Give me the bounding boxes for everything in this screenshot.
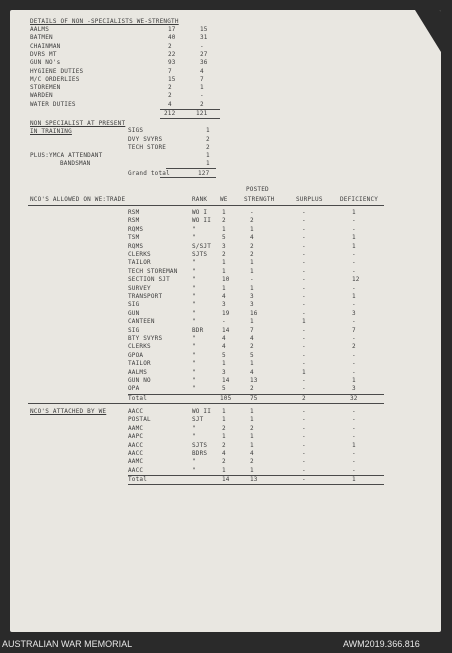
nco-allowed-row-posted: 2: [250, 251, 254, 258]
nco-attached-row-posted: 1: [250, 433, 254, 441]
nco-allowed-row-deficiency: -: [352, 251, 356, 258]
non-specialist-label: CHAINMAN: [30, 42, 61, 50]
col-header-surplus: SURPLUS: [296, 196, 323, 203]
nco-allowed-row-deficiency: -: [352, 267, 356, 275]
nco-allowed-row-rank: ": [192, 351, 196, 359]
non-specialist-we: 7: [168, 67, 172, 75]
nco-allowed-row-surplus: -: [302, 360, 306, 368]
nco-allowed-row-surplus: -: [302, 309, 306, 317]
nco-allowed-row-posted: 7: [250, 326, 254, 334]
nco-allowed-row-deficiency: 1: [352, 293, 356, 300]
training-label: SIGS: [128, 127, 144, 134]
nco-allowed-row-trade: SIG: [128, 326, 140, 334]
nco-allowed-row-rank: S/SJT: [192, 242, 212, 250]
nco-allowed-row-deficiency: -: [352, 351, 356, 359]
nco-allowed-row-posted: 2: [250, 385, 254, 393]
nco-attached-row-posted: 1: [250, 441, 254, 449]
nco-allowed-row-surplus: -: [302, 267, 306, 275]
non-specialist-strength: -: [200, 92, 204, 100]
nco-allowed-row-rank: ": [192, 309, 196, 317]
nco-allowed-row-we: 3: [222, 301, 226, 309]
nco-attached-row-rank: WO II: [192, 408, 212, 415]
nco-allowed-row-we: 3: [222, 242, 226, 250]
col-header-posted: POSTED: [246, 186, 269, 193]
nco-allowed-row-we: 5: [222, 385, 226, 393]
nco-allowed-row-we: 10: [222, 276, 230, 284]
nco-allowed-row-trade: GUN NO: [128, 377, 151, 384]
nco-attached-row-trade: POSTAL: [128, 416, 151, 424]
nco-attached-row-posted: 1: [250, 466, 254, 474]
nco-attached-row-deficiency: -: [352, 408, 356, 415]
nco-allowed-row-rank: ": [192, 360, 196, 368]
nco-allowed-row-posted: 4: [250, 368, 254, 376]
nco-allowed-row-posted: 16: [250, 309, 258, 317]
nco-allowed-row-we: -: [222, 318, 226, 326]
nco-attached-total-label: Total: [128, 476, 148, 484]
total-double-rule: [160, 118, 220, 119]
nco-allowed-row-trade: AALMS: [128, 368, 148, 376]
nco-attached-total-deficiency: 1: [352, 476, 356, 484]
nco-allowed-row-posted: 2: [250, 217, 254, 225]
nco-allowed-row-deficiency: -: [352, 301, 356, 309]
nco-allowed-row-surplus: -: [302, 242, 306, 250]
nco-allowed-row-we: 1: [222, 225, 226, 233]
nco-allowed-total-posted: 75: [250, 394, 258, 402]
nco-attached-row-surplus: -: [302, 458, 306, 466]
nco-attached-row-rank: ": [192, 433, 196, 441]
nco-allowed-row-surplus: -: [302, 259, 306, 267]
nco-allowed-row-posted: 3: [250, 301, 254, 309]
nco-attached-row-surplus: -: [302, 416, 306, 424]
nco-allowed-row-posted: 5: [250, 351, 254, 359]
nco-attached-row-rank: SJTS: [192, 441, 208, 449]
nco-allowed-row-we: 5: [222, 351, 226, 359]
nco-allowed-row-posted: -: [250, 276, 254, 284]
nco-allowed-row-deficiency: 3: [352, 385, 356, 393]
nco-attached-total-we: 14: [222, 476, 230, 484]
nco-attached-row-we: 1: [222, 433, 226, 441]
footer-accession-number: AWM2019.366.816: [343, 639, 420, 649]
col-header-rank: RANK: [192, 196, 208, 203]
col-header-we: WE: [220, 196, 228, 203]
document-page: [10, 10, 441, 632]
nco-allowed-row-we: 1: [222, 284, 226, 292]
nco-allowed-row-we: 1: [222, 360, 226, 368]
training-bandsman-label: BANDSMAN: [60, 160, 91, 167]
nco-allowed-total-label: Total: [128, 394, 148, 402]
nco-attached-row-rank: SJT: [192, 416, 204, 424]
non-specialist-strength: 7: [200, 75, 204, 83]
nco-attached-row-rank: ": [192, 424, 196, 432]
nco-allowed-row-rank: ": [192, 267, 196, 275]
non-specialist-strength: 1: [200, 84, 204, 92]
header-underline: [28, 205, 384, 206]
non-specialist-label: AALMS: [30, 26, 50, 33]
non-specialist-label: BATMEN: [30, 34, 53, 42]
nco-allowed-row-surplus: -: [302, 209, 306, 216]
non-specialist-label: GUN NO's: [30, 59, 61, 67]
nco-allowed-row-surplus: -: [302, 326, 306, 334]
nco-allowed-row-rank: ": [192, 259, 196, 267]
nco-allowed-row-posted: 1: [250, 267, 254, 275]
nco-attached-row-trade: AACC: [128, 466, 144, 474]
nco-allowed-row-we: 19: [222, 309, 230, 317]
nco-allowed-row-we: 2: [222, 251, 226, 258]
training-value: 1: [206, 127, 210, 134]
training-grand-total-value: 127: [198, 170, 210, 177]
nco-allowed-row-rank: WO II: [192, 217, 212, 225]
nco-attached-row-rank: ": [192, 458, 196, 466]
nco-allowed-row-trade: SURVEY: [128, 284, 151, 292]
training-plus-value: 1: [206, 152, 210, 159]
nco-allowed-row-trade: RSM: [128, 209, 140, 216]
nco-allowed-row-rank: ": [192, 368, 196, 376]
nco-allowed-row-trade: RQMS: [128, 225, 144, 233]
nco-allowed-row-trade: TAILOR: [128, 259, 151, 267]
nco-allowed-row-rank: ": [192, 318, 196, 326]
nco-allowed-row-we: 4: [222, 293, 226, 300]
nco-attached-row-trade: AACC: [128, 441, 144, 449]
nco-allowed-row-surplus: 1: [302, 368, 306, 376]
torn-corner: [415, 10, 441, 52]
nco-allowed-row-we: 14: [222, 377, 230, 384]
nco-allowed-row-surplus: -: [302, 284, 306, 292]
nco-attached-row-trade: AAMC: [128, 458, 144, 466]
nco-allowed-row-posted: 2: [250, 242, 254, 250]
non-specialist-we: 15: [168, 75, 176, 83]
nco-allowed-row-surplus: -: [302, 234, 306, 242]
nco-allowed-row-trade: OPA: [128, 385, 140, 393]
nco-attached-row-we: 1: [222, 408, 226, 415]
nco-attached-row-deficiency: -: [352, 466, 356, 474]
nco-allowed-row-rank: ": [192, 385, 196, 393]
nco-allowed-row-deficiency: 1: [352, 209, 356, 216]
nco-allowed-row-posted: 1: [250, 225, 254, 233]
nco-allowed-row-trade: RQMS: [128, 242, 144, 250]
nco-allowed-row-posted: 3: [250, 293, 254, 300]
nco-attached-row-we: 1: [222, 416, 226, 424]
nco-allowed-row-trade: CLERKS: [128, 343, 151, 351]
nco-allowed-row-trade: SECTION SJT: [128, 276, 170, 284]
nco-allowed-row-rank: ": [192, 276, 196, 284]
nco-allowed-row-surplus: -: [302, 251, 306, 258]
nco-allowed-row-posted: 13: [250, 377, 258, 384]
non-specialist-label: M/C ORDERLIES: [30, 75, 80, 83]
nco-allowed-row-trade: TAILOR: [128, 360, 151, 368]
nco-allowed-row-trade: CANTEEN: [128, 318, 155, 326]
nco-allowed-row-deficiency: 2: [352, 343, 356, 351]
non-specialist-label: WARDEN: [30, 92, 53, 100]
non-specialist-total-we: 212: [164, 110, 176, 117]
nco-allowed-row-deficiency: 1: [352, 242, 356, 250]
section-title-non-specialists: DETAILS OF NON -SPECIALISTS WE-STRENGTH: [30, 18, 179, 25]
nco-allowed-row-surplus: -: [302, 385, 306, 393]
nco-allowed-row-surplus: -: [302, 301, 306, 309]
non-specialist-total-strength: 121: [196, 110, 208, 117]
nco-allowed-row-we: 3: [222, 368, 226, 376]
nco-allowed-row-we: 14: [222, 326, 230, 334]
nco-attached-row-surplus: -: [302, 408, 306, 415]
nco-attached-total-surplus: -: [302, 476, 306, 484]
nco-attached-row-trade: AAPC: [128, 433, 144, 441]
nco-attached-row-deficiency: -: [352, 458, 356, 466]
nco-allowed-row-surplus: -: [302, 377, 306, 384]
nco-allowed-row-trade: TSM: [128, 234, 140, 242]
nco-allowed-row-rank: ": [192, 377, 196, 384]
nco-allowed-row-deficiency: 12: [352, 276, 360, 284]
training-plus-label: PLUS:YMCA ATTENDANT: [30, 152, 103, 159]
footer-credit: AUSTRALIAN WAR MEMORIAL: [2, 639, 133, 649]
non-specialist-strength: 15: [200, 26, 208, 33]
nco-allowed-row-trade: CLERKS: [128, 251, 151, 258]
nco-allowed-row-we: 2: [222, 217, 226, 225]
nco-allowed-row-posted: 4: [250, 335, 254, 342]
nco-allowed-row-trade: TRANSPORT: [128, 293, 163, 300]
nco-attached-row-rank: ": [192, 466, 196, 474]
training-total-double-rule: [160, 177, 216, 178]
training-bandsman-value: 1: [206, 160, 210, 167]
nco-attached-row-posted: 1: [250, 408, 254, 415]
non-specialist-strength: -: [200, 42, 204, 50]
nco-allowed-row-deficiency: -: [352, 335, 356, 342]
nco-allowed-row-deficiency: 7: [352, 326, 356, 334]
training-label: TECH STORE: [128, 144, 167, 151]
nco-attached-row-we: 2: [222, 441, 226, 449]
nco-allowed-row-rank: ": [192, 343, 196, 351]
nco-attached-double-rule: [128, 484, 384, 485]
col-header-strength: STRENGTH: [244, 196, 275, 203]
non-specialist-we: 2: [168, 42, 172, 50]
nco-attached-total-posted: 13: [250, 476, 258, 484]
nco-allowed-row-deficiency: 1: [352, 234, 356, 242]
non-specialist-we: 2: [168, 92, 172, 100]
non-specialist-strength: 27: [200, 50, 208, 58]
nco-attached-row-deficiency: -: [352, 450, 356, 457]
nco-allowed-total-we: 105: [220, 394, 232, 402]
nco-attached-row-posted: 2: [250, 458, 254, 466]
nco-allowed-row-posted: 1: [250, 259, 254, 267]
nco-allowed-row-deficiency: -: [352, 368, 356, 376]
nco-allowed-total-deficiency: 32: [350, 394, 358, 402]
nco-allowed-row-surplus: -: [302, 293, 306, 300]
nco-attached-row-we: 4: [222, 450, 226, 457]
nco-allowed-row-deficiency: -: [352, 284, 356, 292]
nco-allowed-row-trade: BTY SVYRS: [128, 335, 163, 342]
nco-attached-row-deficiency: -: [352, 424, 356, 432]
nco-allowed-row-rank: BDR: [192, 326, 204, 334]
nco-allowed-row-posted: -: [250, 209, 254, 216]
nco-attached-row-posted: 1: [250, 416, 254, 424]
non-specialist-we: 4: [168, 100, 172, 108]
nco-allowed-row-rank: ": [192, 234, 196, 242]
nco-allowed-row-surplus: 1: [302, 318, 306, 326]
nco-attached-row-deficiency: -: [352, 416, 356, 424]
training-value: 2: [206, 144, 210, 151]
non-specialist-we: 2: [168, 84, 172, 92]
nco-allowed-row-we: 4: [222, 343, 226, 351]
training-heading-2: IN TRAINING: [30, 128, 72, 135]
nco-allowed-row-trade: RSM: [128, 217, 140, 225]
nco-allowed-row-surplus: -: [302, 276, 306, 284]
nco-allowed-row-posted: 2: [250, 343, 254, 351]
nco-allowed-row-surplus: -: [302, 351, 306, 359]
training-grand-total-label: Grand total: [128, 170, 170, 177]
nco-allowed-row-we: 1: [222, 209, 226, 216]
training-heading: NON SPECIALIST AT PRESENT: [30, 120, 126, 127]
nco-allowed-row-deficiency: -: [352, 360, 356, 368]
nco-attached-row-we: 2: [222, 458, 226, 466]
non-specialist-we: 40: [168, 34, 176, 42]
nco-allowed-row-trade: TECH STOREMAN: [128, 267, 178, 275]
nco-attached-row-deficiency: 1: [352, 441, 356, 449]
nco-attached-heading: NCO'S ATTACHED BY WE: [30, 408, 107, 415]
nco-allowed-row-we: 4: [222, 335, 226, 342]
non-specialist-strength: 4: [200, 67, 204, 75]
nco-allowed-row-rank: ": [192, 293, 196, 300]
nco-allowed-row-trade: GUN: [128, 309, 140, 317]
training-label: DVY SVYRS: [128, 135, 163, 143]
nco-allowed-row-posted: 1: [250, 360, 254, 368]
nco-attached-row-posted: 4: [250, 450, 254, 457]
nco-allowed-row-deficiency: 3: [352, 309, 356, 317]
nco-attached-row-surplus: -: [302, 466, 306, 474]
non-specialist-label: DVRS MT: [30, 50, 57, 58]
col-header-deficiency: DEFICIENCY: [340, 196, 379, 203]
nco-allowed-double-rule: [28, 403, 384, 404]
nco-allowed-row-rank: SJTS: [192, 251, 208, 258]
nco-attached-row-we: 2: [222, 424, 226, 432]
nco-allowed-row-deficiency: -: [352, 259, 356, 267]
non-specialist-we: 22: [168, 50, 176, 58]
nco-attached-row-deficiency: -: [352, 433, 356, 441]
non-specialist-strength: 2: [200, 100, 204, 108]
training-total-rule: [166, 168, 216, 169]
non-specialist-label: WATER DUTIES: [30, 100, 76, 108]
non-specialist-we: 17: [168, 26, 176, 33]
non-specialist-we: 93: [168, 59, 176, 67]
non-specialist-strength: 36: [200, 59, 208, 67]
nco-attached-row-surplus: -: [302, 441, 306, 449]
training-value: 2: [206, 135, 210, 143]
nco-allowed-row-posted: 4: [250, 234, 254, 242]
nco-allowed-row-surplus: -: [302, 225, 306, 233]
nco-allowed-heading: NCO'S ALLOWED ON WE:TRADE: [30, 196, 126, 203]
nco-attached-row-surplus: -: [302, 424, 306, 432]
nco-attached-row-surplus: -: [302, 450, 306, 457]
nco-allowed-total-surplus: 2: [302, 394, 306, 402]
nco-attached-row-we: 1: [222, 466, 226, 474]
non-specialist-label: HYGIENE DUTIES: [30, 67, 84, 75]
nco-allowed-row-deficiency: -: [352, 318, 356, 326]
nco-allowed-row-rank: ": [192, 335, 196, 342]
nco-allowed-row-trade: GPOA: [128, 351, 144, 359]
nco-allowed-row-surplus: -: [302, 217, 306, 225]
nco-allowed-row-rank: ": [192, 284, 196, 292]
nco-allowed-row-rank: ": [192, 225, 196, 233]
nco-attached-row-trade: AAMC: [128, 424, 144, 432]
nco-allowed-row-rank: WO I: [192, 209, 208, 216]
nco-allowed-row-deficiency: -: [352, 217, 356, 225]
nco-attached-row-trade: AACC: [128, 408, 144, 415]
nco-allowed-row-surplus: -: [302, 335, 306, 342]
nco-attached-row-rank: BDRS: [192, 450, 208, 457]
nco-allowed-row-we: 5: [222, 234, 226, 242]
nco-attached-row-surplus: -: [302, 433, 306, 441]
nco-allowed-row-deficiency: -: [352, 225, 356, 233]
nco-allowed-row-we: 1: [222, 259, 226, 267]
non-specialist-strength: 31: [200, 34, 208, 42]
nco-allowed-row-we: 1: [222, 267, 226, 275]
nco-allowed-row-posted: 1: [250, 318, 254, 326]
nco-allowed-row-rank: ": [192, 301, 196, 309]
nco-allowed-row-trade: SIG: [128, 301, 140, 309]
nco-allowed-row-surplus: -: [302, 343, 306, 351]
nco-attached-row-posted: 2: [250, 424, 254, 432]
nco-attached-row-trade: AACC: [128, 450, 144, 457]
nco-allowed-row-deficiency: 1: [352, 377, 356, 384]
nco-allowed-row-posted: 1: [250, 284, 254, 292]
non-specialist-label: STOREMEN: [30, 84, 61, 92]
